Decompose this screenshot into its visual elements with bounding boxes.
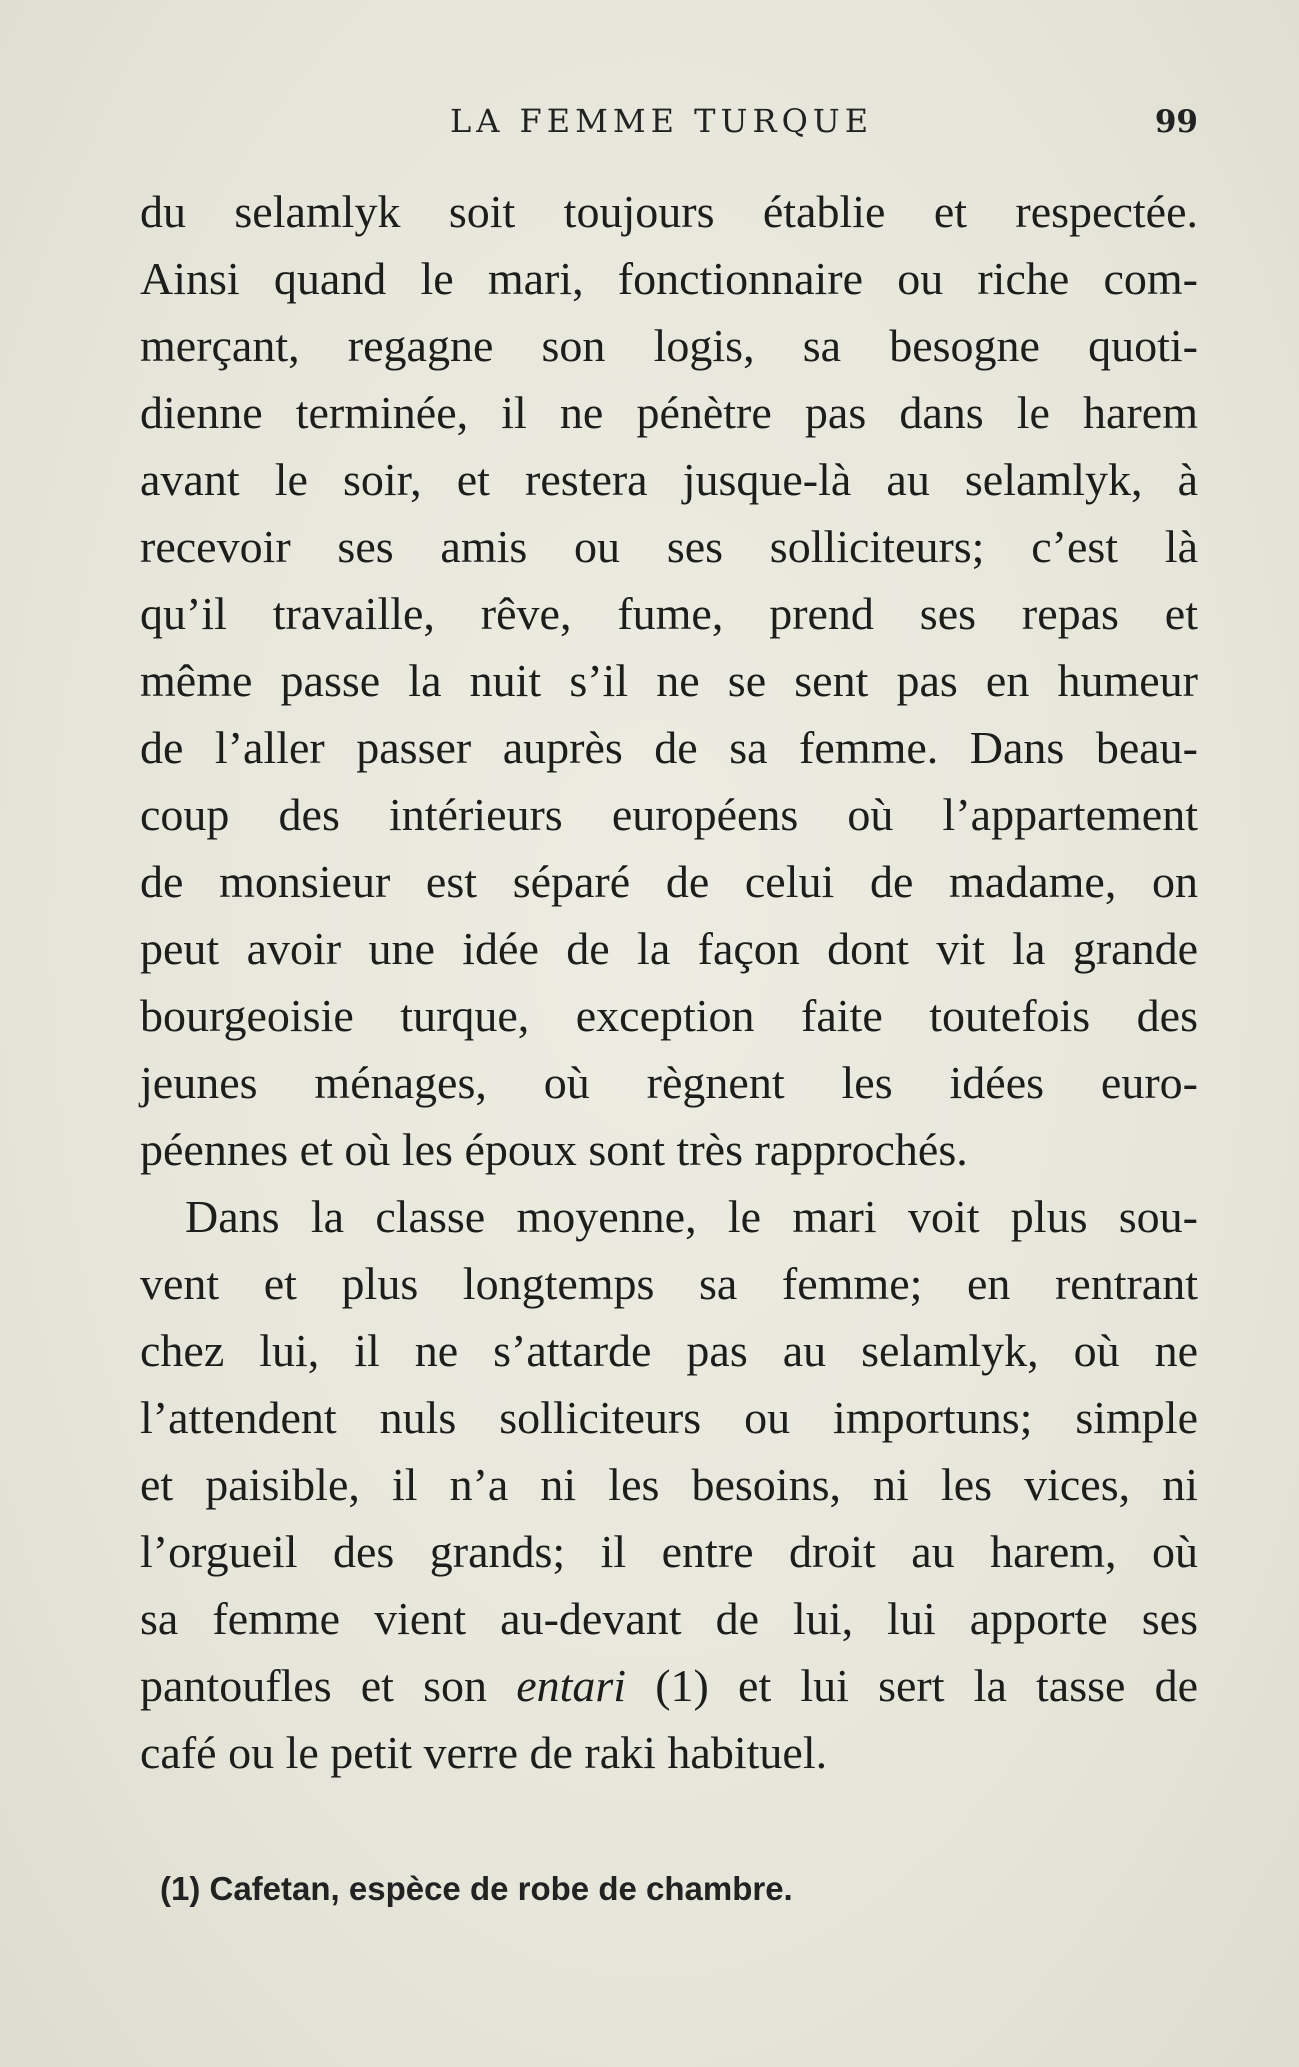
paragraph-1 [140,178,1198,1183]
body-text [140,178,1198,1786]
paragraph-2 [140,1183,1198,1786]
text-line: peut avoir une idée de la façon dont vit la grande [140,923,1198,974]
text-line: Dans la classe moyenne, le mari voit plus sou- [185,1191,1198,1242]
text-line: chez lui, il ne s’attarde pas au selamlyk, où ne [140,1325,1198,1376]
text-line-with-italic [140,1652,1198,1719]
italic-term: entari [516,1660,627,1711]
page-number: 99 [1154,104,1198,140]
page-header [140,102,1198,152]
text-line: dienne terminée, il ne pénètre pas dans le harem [140,387,1198,438]
text-line: l’orgueil des grands; il entre droit au harem, où [140,1526,1198,1577]
text-line: vent et plus longtemps sa femme; en rentrant [140,1258,1198,1309]
text-line: et paisible, il n’a ni les besoins, ni les vices, ni [140,1459,1198,1510]
text-line: du selamlyk soit toujours établie et respectée. [140,186,1198,237]
text-line: même passe la nuit s’il ne se sent pas en humeur [140,655,1198,706]
text-line: avant le soir, et restera jusque-là au selamlyk, à [140,454,1198,505]
text-line: péennes et où les époux sont très rapprochés. [140,1124,968,1175]
text-line: de monsieur est séparé de celui de madame, on [140,856,1198,907]
text-line: recevoir ses amis ou ses solliciteurs; c’est là [140,521,1198,572]
text-line: l’attendent nuls solliciteurs ou importuns; simple [140,1392,1198,1443]
text-segment: (1) et lui sert la tasse de [626,1660,1199,1711]
footnote: (1) Cafetan, espèce de robe de chambre. [160,1870,793,1907]
text-line: Ainsi quand le mari, fonctionnaire ou riche com- [140,253,1198,304]
text-line: de l’aller passer auprès de sa femme. Dans beau- [140,722,1198,773]
text-line: café ou le petit verre de raki habituel. [140,1727,828,1778]
text-line: qu’il travaille, rêve, fume, prend ses repas et [140,588,1198,639]
text-line: coup des intérieurs européens où l’appartement [140,789,1198,840]
running-title: LA FEMME TURQUE [450,102,874,140]
text-segment: pantoufles et son [140,1660,517,1711]
text-line: merçant, regagne son logis, sa besogne quoti- [140,320,1198,371]
text-line: jeunes ménages, où règnent les idées euro- [140,1057,1198,1108]
text-line: sa femme vient au-devant de lui, lui apporte ses [140,1593,1198,1644]
text-line: bourgeoisie turque, exception faite toutefois des [140,990,1198,1041]
